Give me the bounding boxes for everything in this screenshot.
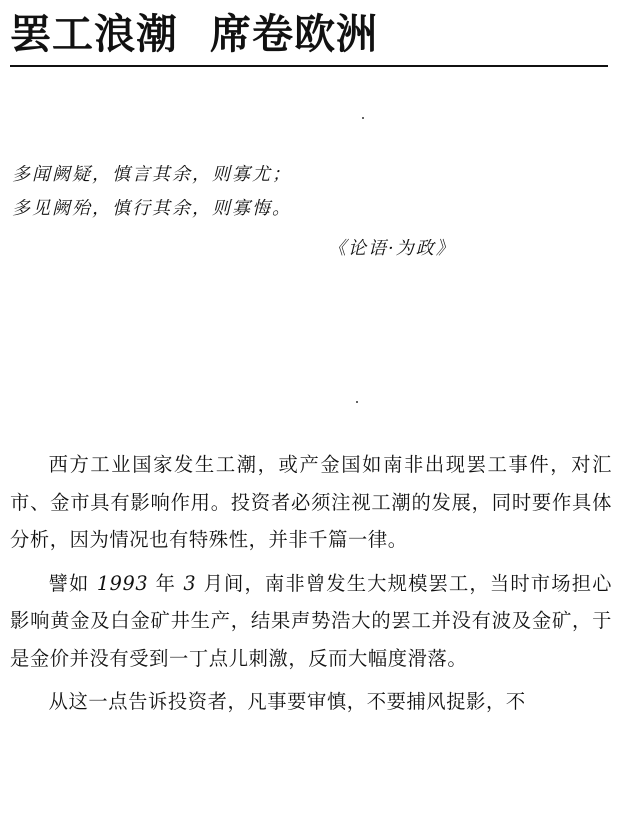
paragraph-3: 从这一点告诉投资者，凡事要审慎，不要捕风捉影，不 bbox=[48, 690, 526, 713]
scan-speck bbox=[362, 117, 364, 119]
paragraph-2-month: 3 bbox=[183, 571, 197, 595]
paragraph-1: 西方工业国家发生工潮，或产金国如南非出现罢工事件，对汇市、金市具有影响作用。投资者必须注视工潮的发展，同时要作具体分析，因为情况也有特殊性，并非千篇一律。 bbox=[10, 453, 612, 551]
chapter-title bbox=[10, 8, 378, 60]
epigraph-source: 《论语·为政》 bbox=[328, 238, 456, 259]
chapter-title-part2: 席卷欧洲 bbox=[210, 10, 378, 58]
paragraph-2 bbox=[10, 565, 612, 678]
body-text bbox=[10, 446, 612, 727]
chapter-header bbox=[10, 8, 608, 68]
paragraph-2-text-c: 月间，南非曾发生大规模罢工，当时市场担心影响黄金及白金矿井生产，结果声势浩大的罢工并没有波及金矿，于是金价并没有受到一丁点儿刺激，反而大幅度滑落。 bbox=[10, 571, 613, 670]
scan-speck bbox=[356, 401, 358, 403]
header-rule bbox=[10, 65, 608, 67]
epigraph-line-2: 多见阙殆，慎行其余，则寡悔。 bbox=[12, 198, 292, 219]
paragraph-2-text-a: 譬如 bbox=[48, 571, 90, 595]
epigraph-line-1: 多闻阙疑，慎言其余，则寡尤； bbox=[12, 164, 292, 185]
paragraph-2-year: 1993 bbox=[96, 571, 149, 595]
epigraph bbox=[12, 158, 592, 266]
chapter-title-part1: 罢工浪潮 bbox=[10, 10, 178, 58]
paragraph-2-text-b: 年 bbox=[155, 571, 177, 595]
